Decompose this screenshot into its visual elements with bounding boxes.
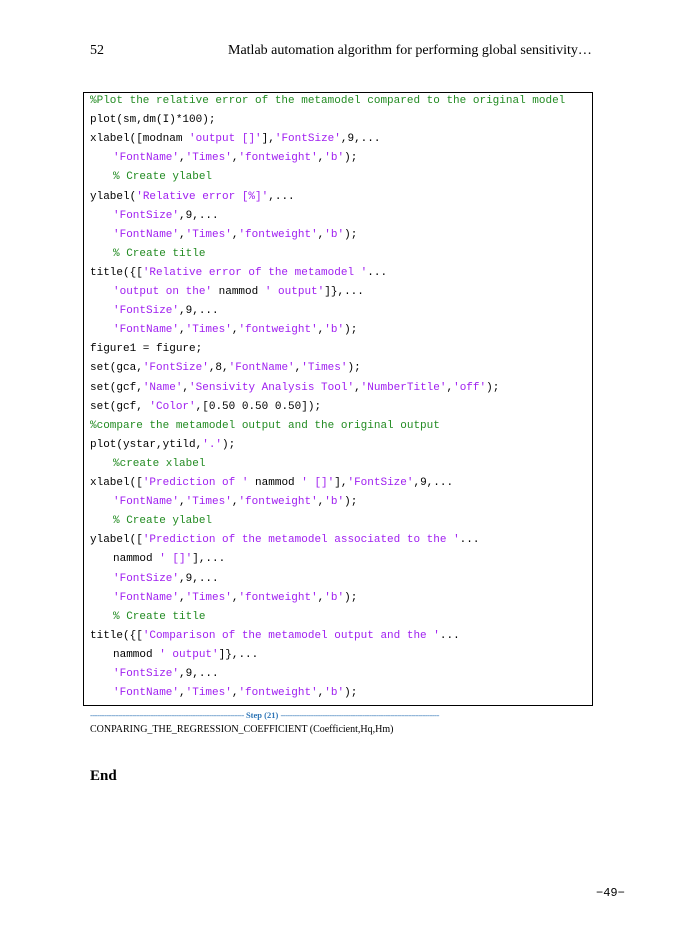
code-line [113,303,219,319]
code-line [113,513,212,529]
code-text: , [231,228,239,241]
step-divider [90,709,590,721]
code-text: nammod [113,648,160,661]
code-string: 'Times' [185,496,232,509]
code-line [113,169,212,185]
code-line [113,246,205,262]
code-text: , [231,324,239,337]
code-comment: % Create title [113,247,206,260]
code-text: , [231,591,239,604]
code-string: 'fontweight' [238,687,318,700]
code-string: 'FontName' [113,687,180,700]
code-text: , [231,152,239,165]
end-label: End [90,768,117,784]
code-string: 'Times' [185,228,232,241]
code-text: ... [459,534,480,547]
code-text: set(gcf, [90,381,143,394]
code-text: ); [344,496,358,509]
code-comment: % Create title [113,610,206,623]
code-text: ... [367,266,388,279]
code-text: ], [334,477,348,489]
code-line [90,360,361,376]
code-line [90,532,479,548]
code-text: ]},... [324,286,364,298]
code-line [90,475,453,491]
code-text: , [317,496,325,509]
code-string: 'Comparison of the metamodel output and the ' [142,629,440,642]
code-text: ylabel( [90,190,137,203]
code-string: 'output []' [189,133,262,146]
code-string: 'Times' [185,152,232,165]
code-line [113,494,357,510]
code-line [90,93,565,109]
code-string: ' output' [264,286,325,298]
function-call-text: CONPARING_THE_REGRESSION_COEFFICIENT (Coefficient,Hq,Hm) [90,724,394,735]
page-header [90,43,590,63]
code-comment: % Create ylabel [113,515,213,528]
code-text: , [317,324,325,337]
footer-page-number: −49− [596,886,625,900]
code-text: figure1 = figure; [90,343,203,356]
code-text: , [317,687,325,700]
page-number: 52 [90,43,104,58]
running-title: Matlab automation algorithm for performing global sensitivity… [228,43,592,58]
code-string: 'Times' [301,362,348,375]
code-line [113,685,357,701]
code-text: ,9,... [413,477,454,489]
code-text: plot(ystar,ytild, [90,438,203,451]
step-label: Step (21) [245,710,279,720]
code-text: , [446,381,454,394]
code-text: ); [486,381,500,394]
code-line [90,628,460,644]
code-text: ); [344,152,358,165]
code-line [90,265,387,281]
code-comment: %Plot the relative error of the metamodel compared to the original model [90,95,566,107]
code-string: 'FontSize' [142,362,209,375]
code-text: ,9,... [179,209,219,222]
code-string: 'Relative error [%]' [136,190,269,203]
code-text: xlabel([modnam [90,133,190,146]
code-text: ,8, [208,362,229,375]
code-text: set(gca, [90,362,143,375]
code-line [113,647,258,663]
code-string: 'FontSize' [113,305,180,318]
code-string: 'b' [324,591,345,604]
code-string: 'Prediction of the metamodel associated to the ' [142,534,460,547]
code-string: 'output on the' [113,286,213,298]
code-text: ,9,... [340,133,381,146]
code-string: 'FontSize' [113,572,180,585]
code-string: 'fontweight' [238,591,318,604]
code-text: ); [347,362,361,375]
code-string: ' []' [301,477,335,489]
code-text: ,9,... [179,305,219,318]
code-text: ], [261,133,275,146]
code-text: , [179,152,186,165]
code-line [90,380,499,396]
code-listing [83,92,593,706]
code-text: ); [344,687,358,700]
code-string: 'FontName' [113,228,180,241]
code-text: , [317,228,325,241]
code-string: 'FontName' [113,324,180,337]
code-line [90,112,215,128]
code-line [113,666,219,682]
code-string: 'b' [324,496,345,509]
code-string: 'FontName' [113,591,180,604]
code-line [113,284,364,300]
code-string: 'NumberTitle' [360,381,447,394]
code-string: 'fontweight' [238,228,318,241]
code-text: ],... [192,553,226,566]
code-string: ' []' [159,553,193,566]
code-text: , [354,381,361,394]
code-line [113,227,357,243]
code-text: , [231,496,239,509]
code-text: title({[ [90,629,143,642]
code-line [113,322,357,338]
code-text: nammod [212,286,265,298]
code-string: 'Times' [185,591,232,604]
code-string: 'Relative error of the metamodel ' [142,266,368,279]
code-line [113,590,357,606]
step-right-dashes: -------------------------------------------------------------------- [280,710,439,720]
code-string: 'fontweight' [238,324,318,337]
code-line [90,399,321,415]
code-line [90,437,235,453]
code-string: 'FontSize' [347,477,414,489]
code-string: 'Name' [142,381,183,394]
code-string: 'b' [324,152,345,165]
code-line [90,131,380,147]
code-text: , [179,228,186,241]
code-text: ,9,... [179,572,219,585]
code-line [90,418,440,434]
code-text: , [317,591,325,604]
code-line [113,609,205,625]
code-text: ,... [268,190,295,203]
code-text: , [231,687,239,700]
code-text: title({[ [90,266,143,279]
code-text: ); [344,228,358,241]
code-line [113,208,219,224]
code-string: '.' [202,438,223,451]
code-text: ,[0.50 0.50 0.50]); [195,400,322,413]
code-text: plot(sm,dm(I)*100); [90,114,216,127]
code-string: 'fontweight' [238,496,318,509]
code-string: 'FontName' [228,362,295,375]
code-string: 'b' [324,324,345,337]
code-text: ... [439,629,460,642]
code-text: , [182,381,190,394]
step-left-dashes: ------------------------------------------------------------------ [90,710,244,720]
code-string: 'b' [324,687,345,700]
code-line [113,571,219,587]
code-comment: %create xlabel [113,457,206,470]
code-text: xlabel([ [90,477,143,489]
code-string: 'Color' [149,400,196,413]
code-string: 'FontName' [113,152,180,165]
code-string: ' output' [159,648,219,661]
code-text: , [179,591,186,604]
code-string: 'Sensivity Analysis Tool' [189,381,355,394]
code-text: ); [222,438,236,451]
code-line [113,150,357,166]
code-text: set(gcf, [90,400,150,413]
code-text: , [179,687,186,700]
code-text: , [294,362,302,375]
code-string: 'FontSize' [274,133,341,146]
code-string: 'Times' [185,687,232,700]
code-text: ,9,... [179,668,219,680]
code-text: ylabel([ [90,534,143,547]
code-string: 'off' [453,381,487,394]
code-comment: % Create ylabel [113,171,213,184]
code-text: , [179,496,186,509]
code-line [90,341,202,357]
code-string: 'Prediction of ' [142,477,249,489]
code-string: 'b' [324,228,345,241]
code-string: 'FontSize' [113,668,180,680]
code-text: nammod [113,553,160,566]
code-text: ); [344,591,358,604]
code-text: , [179,324,186,337]
code-text: nammod [248,477,302,489]
code-string: 'Times' [185,324,232,337]
code-string: 'FontSize' [113,209,180,222]
code-string: 'FontName' [113,496,180,509]
code-text: , [317,152,325,165]
code-string: 'fontweight' [238,152,318,165]
code-line [113,456,205,472]
code-text: ); [344,324,358,337]
code-line [90,189,295,205]
code-comment: %compare the metamodel output and the original output [90,419,440,432]
code-line [113,551,225,567]
code-text: ]},... [218,648,259,661]
